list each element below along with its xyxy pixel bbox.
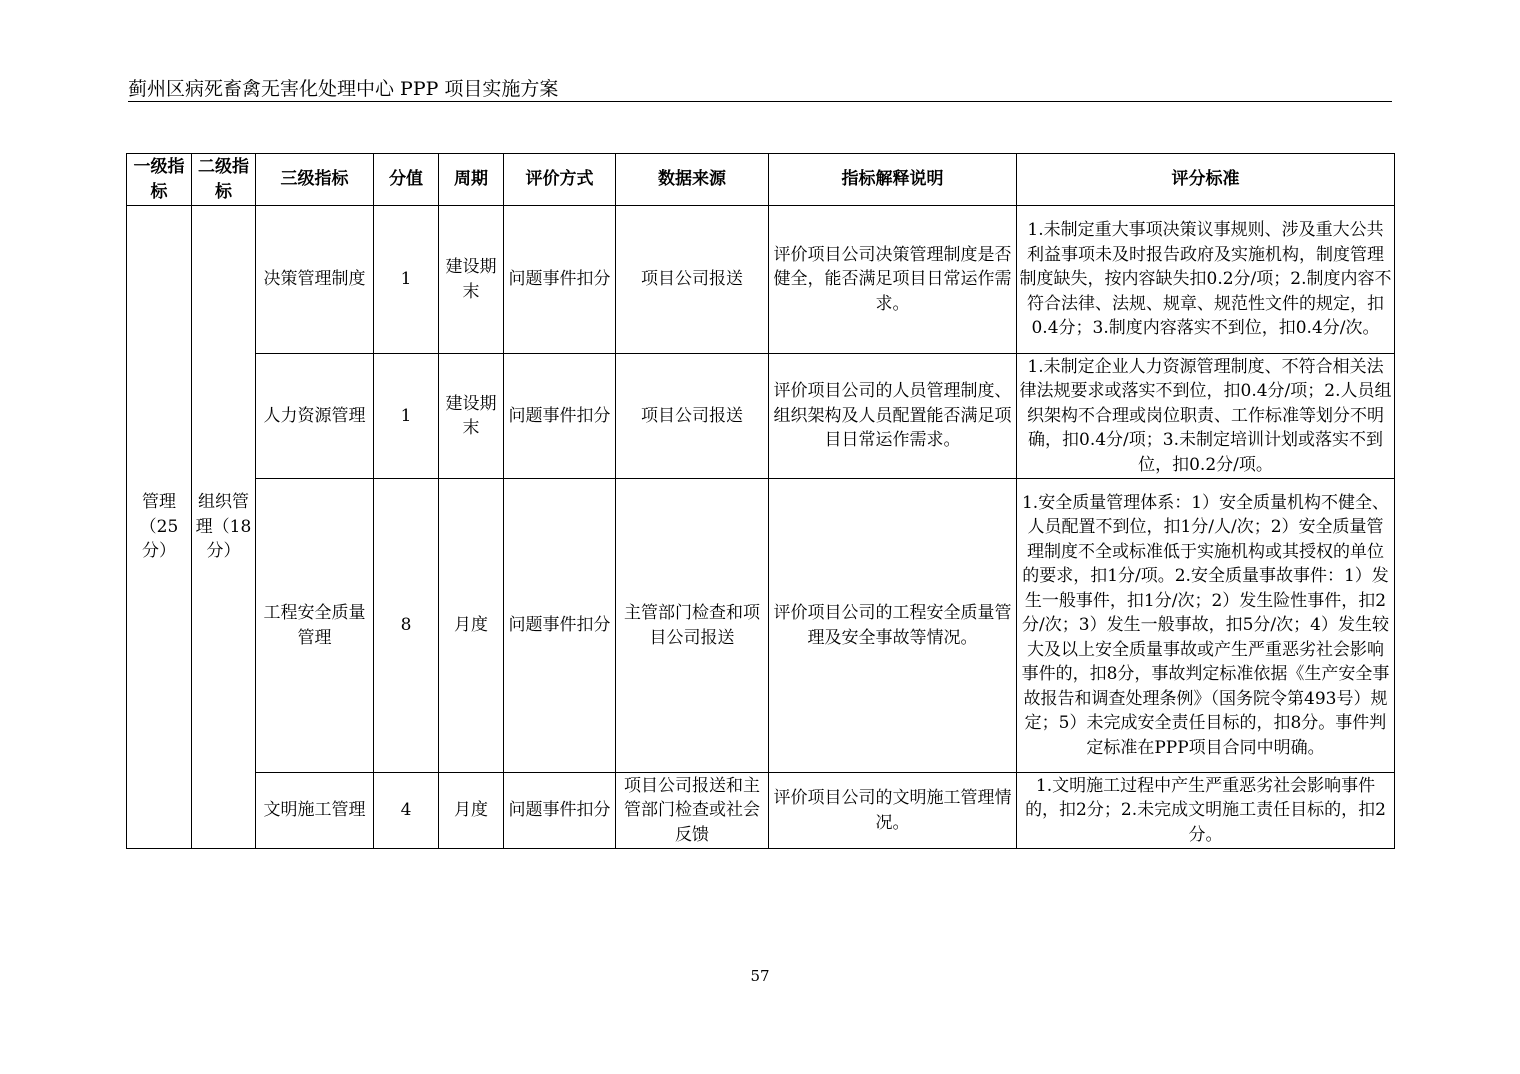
period-cell: 月度 (439, 479, 504, 773)
score-cell: 8 (374, 479, 439, 773)
page-number: 57 (750, 967, 770, 985)
explanation-cell: 评价项目公司的工程安全质量管理及安全事故等情况。 (769, 479, 1017, 773)
table-row (127, 773, 1395, 849)
table-row (127, 479, 1395, 773)
period-cell: 建设期末 (439, 206, 504, 354)
column-header-criteria: 评分标准 (1017, 154, 1395, 206)
score-cell: 4 (374, 773, 439, 849)
source-cell: 项目公司报送 (616, 206, 769, 354)
criteria-cell: 1.安全质量管理体系：1）安全质量机构不健全、人员配置不到位，扣1分/人/次；2）安全质量管理制度不全或标准低于实施机构或其授权的单位的要求，扣1分/项。2.安全质量事故事件：1）发生一般事件，扣1分/次；2）发生险性事件，扣2分/次；3）发生一般事故，扣5分/次；4）发生较大及以上安全质量事故或产生严重恶劣社会影响事件的，扣8分，事故判定标准依据《生产安全事故报告和调查处理条例》（国务院令第493号）规定；5）未完成安全责任目标的，扣8分。事件判定标准在PPP项目合同中明确。 (1017, 479, 1395, 773)
column-header-method: 评价方式 (504, 154, 616, 206)
table-row (127, 206, 1395, 354)
criteria-cell: 1.文明施工过程中产生严重恶劣社会影响事件的，扣2分；2.未完成文明施工责任目标的，扣2分。 (1017, 773, 1395, 849)
column-header-level1: 一级指标 (127, 154, 192, 206)
level3-indicator-cell: 人力资源管理 (256, 354, 374, 479)
header-divider (128, 101, 1392, 102)
score-cell: 1 (374, 354, 439, 479)
source-cell: 项目公司报送 (616, 354, 769, 479)
period-cell: 建设期末 (439, 354, 504, 479)
level3-indicator-cell: 决策管理制度 (256, 206, 374, 354)
explanation-cell: 评价项目公司决策管理制度是否健全，能否满足项目日常运作需求。 (769, 206, 1017, 354)
column-header-level2: 二级指标 (192, 154, 256, 206)
level1-indicator-cell: 管理（25分） (127, 206, 192, 849)
score-cell: 1 (374, 206, 439, 354)
source-cell: 主管部门检查和项目公司报送 (616, 479, 769, 773)
evaluation-table (126, 153, 1395, 849)
method-cell: 问题事件扣分 (504, 479, 616, 773)
source-cell: 项目公司报送和主管部门检查或社会反馈 (616, 773, 769, 849)
criteria-cell: 1.未制定企业人力资源管理制度、不符合相关法律法规要求或落实不到位，扣0.4分/项；2.人员组织架构不合理或岗位职责、工作标准等划分不明确，扣0.4分/项；3.未制定培训计划或落实不到位，扣0.2分/项。 (1017, 354, 1395, 479)
criteria-cell: 1.未制定重大事项决策议事规则、涉及重大公共利益事项未及时报告政府及实施机构，制度管理制度缺失，按内容缺失扣0.2分/项；2.制度内容不符合法律、法规、规章、规范性文件的规定，扣0.4分；3.制度内容落实不到位，扣0.4分/次。 (1017, 206, 1395, 354)
explanation-cell: 评价项目公司的文明施工管理情况。 (769, 773, 1017, 849)
document-header-title: 蓟州区病死畜禽无害化处理中心 PPP 项目实施方案 (128, 78, 559, 100)
method-cell: 问题事件扣分 (504, 773, 616, 849)
method-cell: 问题事件扣分 (504, 206, 616, 354)
column-header-explanation: 指标解释说明 (769, 154, 1017, 206)
table-row (127, 354, 1395, 479)
column-header-source: 数据来源 (616, 154, 769, 206)
explanation-cell: 评价项目公司的人员管理制度、组织架构及人员配置能否满足项目日常运作需求。 (769, 354, 1017, 479)
level2-indicator-cell: 组织管理（18分） (192, 206, 256, 849)
level3-indicator-cell: 文明施工管理 (256, 773, 374, 849)
column-header-score: 分值 (374, 154, 439, 206)
table-header-row (127, 154, 1395, 206)
column-header-period: 周期 (439, 154, 504, 206)
method-cell: 问题事件扣分 (504, 354, 616, 479)
period-cell: 月度 (439, 773, 504, 849)
level3-indicator-cell: 工程安全质量管理 (256, 479, 374, 773)
column-header-level3: 三级指标 (256, 154, 374, 206)
